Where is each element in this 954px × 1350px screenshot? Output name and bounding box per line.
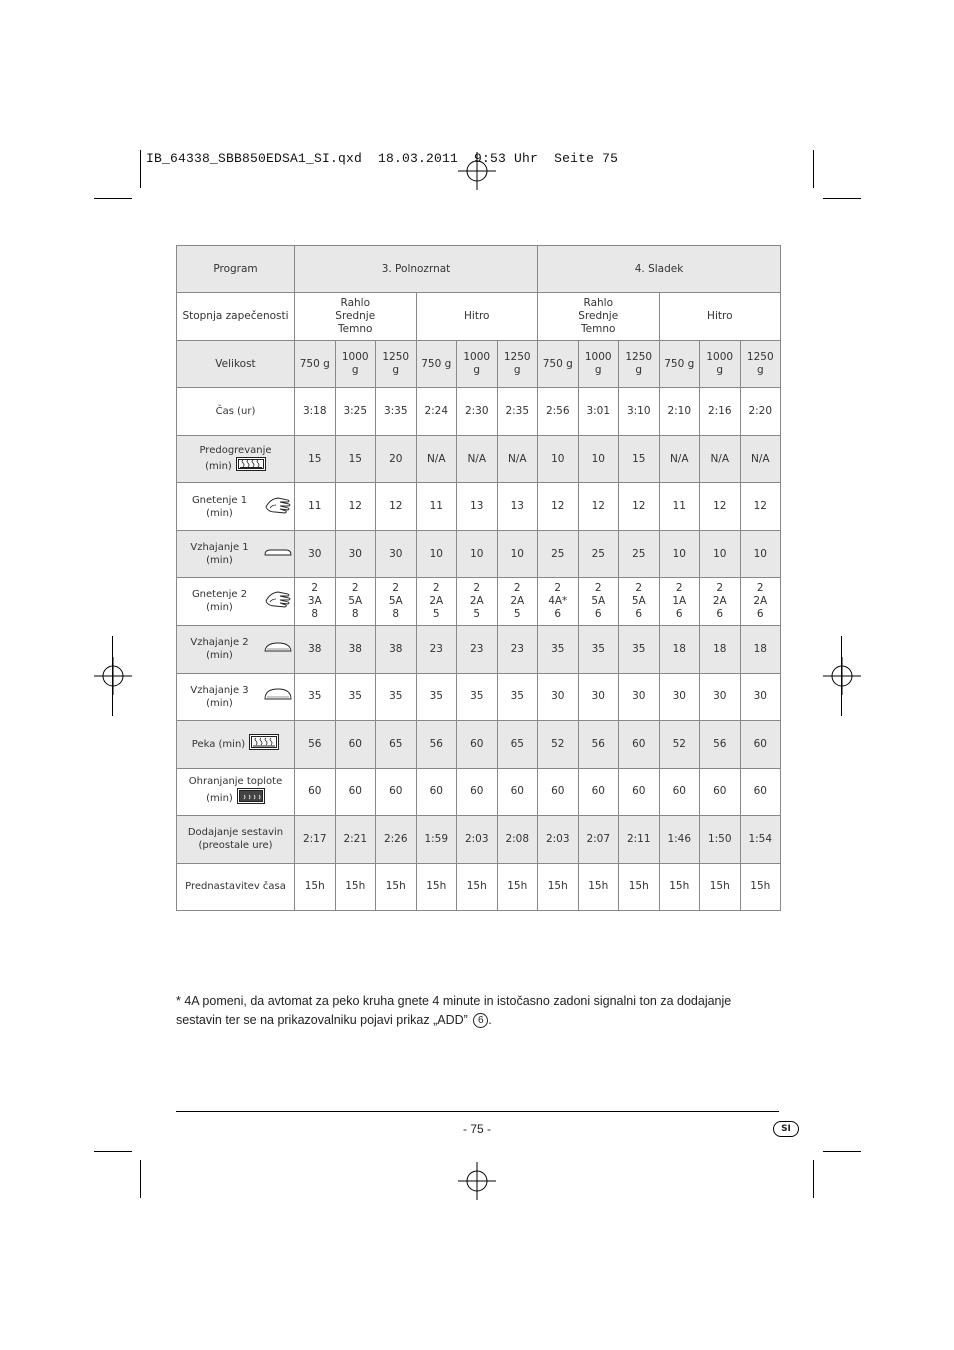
value-cell: N/A bbox=[497, 436, 538, 483]
row-label-line: Vzhajanje 3 (min) bbox=[190, 684, 249, 709]
value-cell bbox=[376, 578, 417, 625]
value-cell: 25 bbox=[578, 531, 619, 578]
value-cell: 60 bbox=[416, 768, 457, 815]
browning-fast-cell: Hitro bbox=[416, 293, 538, 341]
circled-number: 6 bbox=[473, 1013, 488, 1028]
row-label bbox=[177, 578, 295, 625]
value-cell bbox=[659, 578, 700, 625]
size-cell: 1250 g bbox=[497, 341, 538, 388]
browning-dark: Temno bbox=[581, 323, 616, 336]
crop-mark bbox=[813, 1160, 814, 1198]
value-cell: 30 bbox=[335, 531, 376, 578]
crop-mark bbox=[140, 1160, 141, 1198]
row-label-line: Gnetenje 2 (min) bbox=[191, 589, 248, 614]
row-label-wrap bbox=[179, 541, 292, 567]
value-cell: 10 bbox=[659, 531, 700, 578]
value-line: 2 bbox=[351, 581, 359, 594]
row-label-wrap bbox=[179, 636, 292, 662]
value-cell bbox=[538, 578, 579, 625]
value-cell: 3:18 bbox=[295, 388, 336, 436]
value-cell: 18 bbox=[659, 625, 700, 673]
size-cell: 750 g bbox=[538, 341, 579, 388]
value-cell: 30 bbox=[740, 673, 781, 720]
value-cell: 10 bbox=[457, 531, 498, 578]
program-header: Program bbox=[177, 246, 295, 293]
size-cell: 1000 g bbox=[457, 341, 498, 388]
footnote-end: . bbox=[488, 1013, 492, 1027]
row-label-wrap bbox=[188, 826, 283, 852]
value-cell: 30 bbox=[578, 673, 619, 720]
browning-fast-cell: Hitro bbox=[659, 293, 781, 341]
row-label-text bbox=[192, 738, 245, 751]
row-label-unit: (min) bbox=[206, 793, 233, 805]
row-label-wrap bbox=[192, 734, 279, 754]
size-cell: 1000 g bbox=[335, 341, 376, 388]
value-cell: 12 bbox=[740, 483, 781, 531]
value-line: 5 bbox=[473, 607, 481, 620]
value-line: 2A bbox=[712, 594, 727, 607]
value-cell: 15 bbox=[619, 436, 660, 483]
value-cell bbox=[578, 578, 619, 625]
value-cell: 2:26 bbox=[376, 815, 417, 863]
value-line: 4A* bbox=[548, 594, 568, 607]
value-cell: 60 bbox=[335, 768, 376, 815]
value-cell bbox=[457, 578, 498, 625]
row-label-text bbox=[188, 826, 283, 852]
value-cell: 3:10 bbox=[619, 388, 660, 436]
kneading-hand-icon bbox=[264, 589, 292, 613]
value-cell: 52 bbox=[538, 720, 579, 768]
rising-dough-flat-icon bbox=[264, 547, 292, 561]
value-line: 2 bbox=[432, 581, 440, 594]
value-cell: 12 bbox=[700, 483, 741, 531]
value-cell: 11 bbox=[295, 483, 336, 531]
value-cell: 60 bbox=[376, 768, 417, 815]
value-line: 8 bbox=[351, 607, 359, 620]
row-label-text bbox=[179, 636, 260, 662]
value-line: 2 bbox=[756, 581, 764, 594]
value-cell: 13 bbox=[457, 483, 498, 531]
value-line: 2A bbox=[429, 594, 444, 607]
value-cell: 30 bbox=[295, 531, 336, 578]
value-cell: 30 bbox=[376, 531, 417, 578]
table-row bbox=[177, 815, 781, 863]
value-cell: 25 bbox=[619, 531, 660, 578]
value-cell: 2:07 bbox=[578, 815, 619, 863]
value-cell: 15h bbox=[659, 863, 700, 910]
value-cell: 20 bbox=[376, 436, 417, 483]
value-line: 6 bbox=[635, 607, 643, 620]
value-cell: 15h bbox=[497, 863, 538, 910]
value-cell: 56 bbox=[700, 720, 741, 768]
value-line: 2 bbox=[716, 581, 724, 594]
value-cell bbox=[700, 578, 741, 625]
value-cell: 2:30 bbox=[457, 388, 498, 436]
program3-header: 3. Polnozrnat bbox=[295, 246, 538, 293]
value-cell: 60 bbox=[619, 720, 660, 768]
value-cell: 12 bbox=[335, 483, 376, 531]
value-cell: 65 bbox=[497, 720, 538, 768]
value-cell: 60 bbox=[497, 768, 538, 815]
value-cell: 18 bbox=[700, 625, 741, 673]
table-rows bbox=[177, 388, 781, 911]
value-cell: N/A bbox=[659, 436, 700, 483]
value-cell: 38 bbox=[335, 625, 376, 673]
value-line: 5A bbox=[348, 594, 363, 607]
value-line: 6 bbox=[594, 607, 602, 620]
row-label-line: Vzhajanje 1 (min) bbox=[190, 542, 249, 567]
value-cell: 56 bbox=[416, 720, 457, 768]
row-label-line: Vzhajanje 2 (min) bbox=[190, 637, 249, 662]
value-cell: 15 bbox=[295, 436, 336, 483]
value-cell: 60 bbox=[659, 768, 700, 815]
value-line: 2 bbox=[635, 581, 643, 594]
value-cell: 60 bbox=[578, 768, 619, 815]
value-cell: 60 bbox=[740, 768, 781, 815]
value-cell bbox=[416, 578, 457, 625]
kneading-hand-icon bbox=[264, 495, 292, 519]
value-line: 2 bbox=[311, 581, 319, 594]
table-row bbox=[177, 436, 781, 483]
row-label-text bbox=[179, 541, 260, 567]
row-label-text bbox=[179, 494, 260, 520]
row-label-text bbox=[199, 444, 271, 475]
value-cell: 35 bbox=[497, 673, 538, 720]
value-cell: 23 bbox=[497, 625, 538, 673]
value-line: 2A bbox=[469, 594, 484, 607]
value-cell: N/A bbox=[700, 436, 741, 483]
value-cell: 30 bbox=[619, 673, 660, 720]
value-cell: 60 bbox=[335, 720, 376, 768]
row-label bbox=[177, 720, 295, 768]
row-label-text bbox=[179, 588, 260, 614]
value-line: 1A bbox=[672, 594, 687, 607]
browning-light: Rahlo bbox=[340, 297, 370, 310]
row-label bbox=[177, 673, 295, 720]
size-cell: 1250 g bbox=[619, 341, 660, 388]
value-line: 2 bbox=[392, 581, 400, 594]
footnote-text: * 4A pomeni, da avtomat za peko kruha gnete 4 minute in istočasno zadoni signalni ton za dodajanje sestavin ter se na prikazovalniku pojavi prikaz „ADD” bbox=[176, 994, 732, 1027]
crop-mark bbox=[813, 150, 814, 188]
value-cell: 35 bbox=[619, 625, 660, 673]
row-label bbox=[177, 625, 295, 673]
crop-mark bbox=[94, 1151, 132, 1152]
row-label-wrap bbox=[189, 775, 283, 808]
row-label-line bbox=[189, 788, 283, 808]
size-cell: 1250 g bbox=[376, 341, 417, 388]
value-line: 5A bbox=[388, 594, 403, 607]
size-cell: 1250 g bbox=[740, 341, 781, 388]
value-cell: 30 bbox=[659, 673, 700, 720]
value-cell: 10 bbox=[416, 531, 457, 578]
row-label-text bbox=[179, 684, 260, 710]
value-cell: 10 bbox=[578, 436, 619, 483]
row-label-unit: (min) bbox=[205, 460, 232, 472]
value-cell: 2:24 bbox=[416, 388, 457, 436]
value-cell: 35 bbox=[538, 625, 579, 673]
value-cell: 15h bbox=[700, 863, 741, 910]
value-cell: 56 bbox=[578, 720, 619, 768]
value-cell bbox=[740, 578, 781, 625]
value-cell: 30 bbox=[700, 673, 741, 720]
table-row bbox=[177, 673, 781, 720]
value-cell: 38 bbox=[295, 625, 336, 673]
row-label-line: (preostale ure) bbox=[198, 840, 273, 852]
value-cell: 1:59 bbox=[416, 815, 457, 863]
row-label-wrap bbox=[199, 444, 271, 475]
value-cell bbox=[295, 578, 336, 625]
table-row bbox=[177, 531, 781, 578]
value-cell: N/A bbox=[740, 436, 781, 483]
value-cell: 12 bbox=[578, 483, 619, 531]
value-cell bbox=[619, 578, 660, 625]
value-cell bbox=[497, 578, 538, 625]
value-line: 6 bbox=[675, 607, 683, 620]
row-label-line: Dodajanje sestavin bbox=[187, 827, 284, 839]
value-cell: 1:46 bbox=[659, 815, 700, 863]
row-label-text bbox=[185, 880, 286, 893]
value-cell: 23 bbox=[457, 625, 498, 673]
value-cell: 2:03 bbox=[457, 815, 498, 863]
value-cell: 30 bbox=[538, 673, 579, 720]
value-cell: 2:03 bbox=[538, 815, 579, 863]
value-cell: 13 bbox=[497, 483, 538, 531]
value-cell: 10 bbox=[740, 531, 781, 578]
value-line: 6 bbox=[756, 607, 764, 620]
value-cell: 25 bbox=[538, 531, 579, 578]
row-label-wrap bbox=[185, 880, 286, 893]
program4-header: 4. Sladek bbox=[538, 246, 781, 293]
value-cell: 15h bbox=[578, 863, 619, 910]
table-row bbox=[177, 625, 781, 673]
value-cell: N/A bbox=[416, 436, 457, 483]
value-cell: 23 bbox=[416, 625, 457, 673]
value-cell: 15h bbox=[335, 863, 376, 910]
value-cell: 12 bbox=[619, 483, 660, 531]
row-label-text bbox=[189, 775, 283, 808]
row-label-line bbox=[199, 457, 271, 475]
value-cell: 3:01 bbox=[578, 388, 619, 436]
value-line: 5 bbox=[432, 607, 440, 620]
value-cell: 60 bbox=[619, 768, 660, 815]
browning-light: Rahlo bbox=[583, 297, 613, 310]
print-slug: IB_64338_SBB850EDSA1_SI.qxd 18.03.2011 9:53 Uhr Seite 75 bbox=[146, 151, 619, 166]
table-row bbox=[177, 388, 781, 436]
crop-mark bbox=[823, 198, 861, 199]
value-cell: 60 bbox=[457, 768, 498, 815]
row-label-wrap bbox=[179, 588, 292, 614]
program-table bbox=[176, 245, 781, 911]
value-line: 2 bbox=[473, 581, 481, 594]
value-cell: N/A bbox=[457, 436, 498, 483]
keep-warm-icon bbox=[237, 788, 265, 808]
registration-mark-icon bbox=[458, 1162, 496, 1200]
value-cell: 2:08 bbox=[497, 815, 538, 863]
browning-medium: Srednje bbox=[335, 310, 376, 323]
value-cell: 2:20 bbox=[740, 388, 781, 436]
value-line: 2A bbox=[510, 594, 525, 607]
language-badge: SI bbox=[773, 1121, 799, 1137]
row-label bbox=[177, 815, 295, 863]
value-cell: 2:21 bbox=[335, 815, 376, 863]
value-line: 2A bbox=[753, 594, 768, 607]
size-cell: 750 g bbox=[659, 341, 700, 388]
value-line: 8 bbox=[392, 607, 400, 620]
value-cell: 2:17 bbox=[295, 815, 336, 863]
crop-mark bbox=[841, 636, 842, 716]
value-line: 2 bbox=[675, 581, 683, 594]
value-cell: 12 bbox=[376, 483, 417, 531]
row-label-line: Gnetenje 1 (min) bbox=[191, 494, 248, 519]
value-line: 5A bbox=[631, 594, 646, 607]
size-cell: 1000 g bbox=[578, 341, 619, 388]
rising-dough-mid-icon bbox=[264, 641, 292, 657]
row-label-line: Predogrevanje bbox=[199, 444, 272, 456]
value-cell: 60 bbox=[700, 768, 741, 815]
row-label-line: Čas (ur) bbox=[215, 406, 256, 418]
row-label bbox=[177, 483, 295, 531]
value-cell: 10 bbox=[700, 531, 741, 578]
footnote bbox=[176, 992, 776, 1030]
value-cell: 18 bbox=[740, 625, 781, 673]
table-row bbox=[177, 483, 781, 531]
value-cell: 15h bbox=[295, 863, 336, 910]
heating-icon bbox=[236, 457, 266, 475]
rising-dough-high-icon bbox=[264, 688, 292, 705]
value-cell: 35 bbox=[578, 625, 619, 673]
value-cell: 15h bbox=[376, 863, 417, 910]
value-cell: 15h bbox=[740, 863, 781, 910]
browning-slow-cell bbox=[538, 293, 660, 341]
footer-rule bbox=[176, 1111, 779, 1112]
browning-slow-cell bbox=[295, 293, 417, 341]
row-label-text bbox=[216, 405, 256, 418]
value-cell: 35 bbox=[295, 673, 336, 720]
value-line: 5A bbox=[591, 594, 606, 607]
value-line: 2 bbox=[594, 581, 602, 594]
value-cell: 60 bbox=[295, 768, 336, 815]
value-cell: 35 bbox=[416, 673, 457, 720]
row-label-wrap bbox=[179, 494, 292, 520]
value-cell: 12 bbox=[538, 483, 579, 531]
value-cell: 2:10 bbox=[659, 388, 700, 436]
row-label-line: Peka (min) bbox=[191, 738, 246, 750]
crop-mark bbox=[140, 150, 141, 188]
value-line: 6 bbox=[716, 607, 724, 620]
baking-icon bbox=[249, 734, 279, 754]
row-label-line: Prednastavitev časa bbox=[185, 881, 286, 893]
size-cell: 750 g bbox=[295, 341, 336, 388]
browning-header: Stopnja zapečenosti bbox=[177, 293, 295, 341]
row-label bbox=[177, 863, 295, 910]
value-cell: 3:35 bbox=[376, 388, 417, 436]
size-cell: 1000 g bbox=[700, 341, 741, 388]
value-cell: 1:50 bbox=[700, 815, 741, 863]
value-cell: 15h bbox=[457, 863, 498, 910]
value-cell: 52 bbox=[659, 720, 700, 768]
table-row bbox=[177, 863, 781, 910]
row-label-wrap bbox=[179, 684, 292, 710]
row-label-wrap bbox=[216, 405, 256, 418]
value-cell: 2:56 bbox=[538, 388, 579, 436]
value-cell: 15 bbox=[335, 436, 376, 483]
value-cell: 2:16 bbox=[700, 388, 741, 436]
value-cell: 15h bbox=[416, 863, 457, 910]
row-label bbox=[177, 388, 295, 436]
value-cell: 60 bbox=[740, 720, 781, 768]
value-line: 8 bbox=[311, 607, 319, 620]
value-cell: 3:25 bbox=[335, 388, 376, 436]
value-cell: 15h bbox=[538, 863, 579, 910]
value-cell: 10 bbox=[497, 531, 538, 578]
value-cell: 10 bbox=[538, 436, 579, 483]
value-line: 2 bbox=[554, 581, 562, 594]
table-row bbox=[177, 768, 781, 815]
value-cell: 11 bbox=[416, 483, 457, 531]
size-cell: 750 g bbox=[416, 341, 457, 388]
value-line: 3A bbox=[307, 594, 322, 607]
value-line: 2 bbox=[513, 581, 521, 594]
table-row bbox=[177, 720, 781, 768]
value-cell bbox=[335, 578, 376, 625]
value-cell: 60 bbox=[457, 720, 498, 768]
value-cell: 1:54 bbox=[740, 815, 781, 863]
value-cell: 35 bbox=[376, 673, 417, 720]
value-cell: 2:11 bbox=[619, 815, 660, 863]
row-label bbox=[177, 531, 295, 578]
value-cell: 60 bbox=[538, 768, 579, 815]
value-cell: 35 bbox=[335, 673, 376, 720]
crop-mark bbox=[112, 636, 113, 716]
registration-mark-icon bbox=[458, 152, 496, 190]
row-label bbox=[177, 768, 295, 815]
value-cell: 11 bbox=[659, 483, 700, 531]
table-row bbox=[177, 578, 781, 625]
value-cell: 65 bbox=[376, 720, 417, 768]
value-cell: 56 bbox=[295, 720, 336, 768]
value-line: 5 bbox=[513, 607, 521, 620]
value-line: 6 bbox=[554, 607, 562, 620]
value-cell: 15h bbox=[619, 863, 660, 910]
value-cell: 38 bbox=[376, 625, 417, 673]
browning-dark: Temno bbox=[338, 323, 373, 336]
registration-mark-icon bbox=[823, 657, 861, 695]
crop-mark bbox=[823, 1151, 861, 1152]
size-header: Velikost bbox=[177, 341, 295, 388]
crop-mark bbox=[94, 198, 132, 199]
value-cell: 35 bbox=[457, 673, 498, 720]
browning-medium: Srednje bbox=[578, 310, 619, 323]
value-cell: 2:35 bbox=[497, 388, 538, 436]
registration-mark-icon bbox=[94, 657, 132, 695]
row-label bbox=[177, 436, 295, 483]
row-label-line: Ohranjanje toplote bbox=[188, 776, 283, 788]
page-number: - 75 - bbox=[462, 1122, 491, 1136]
